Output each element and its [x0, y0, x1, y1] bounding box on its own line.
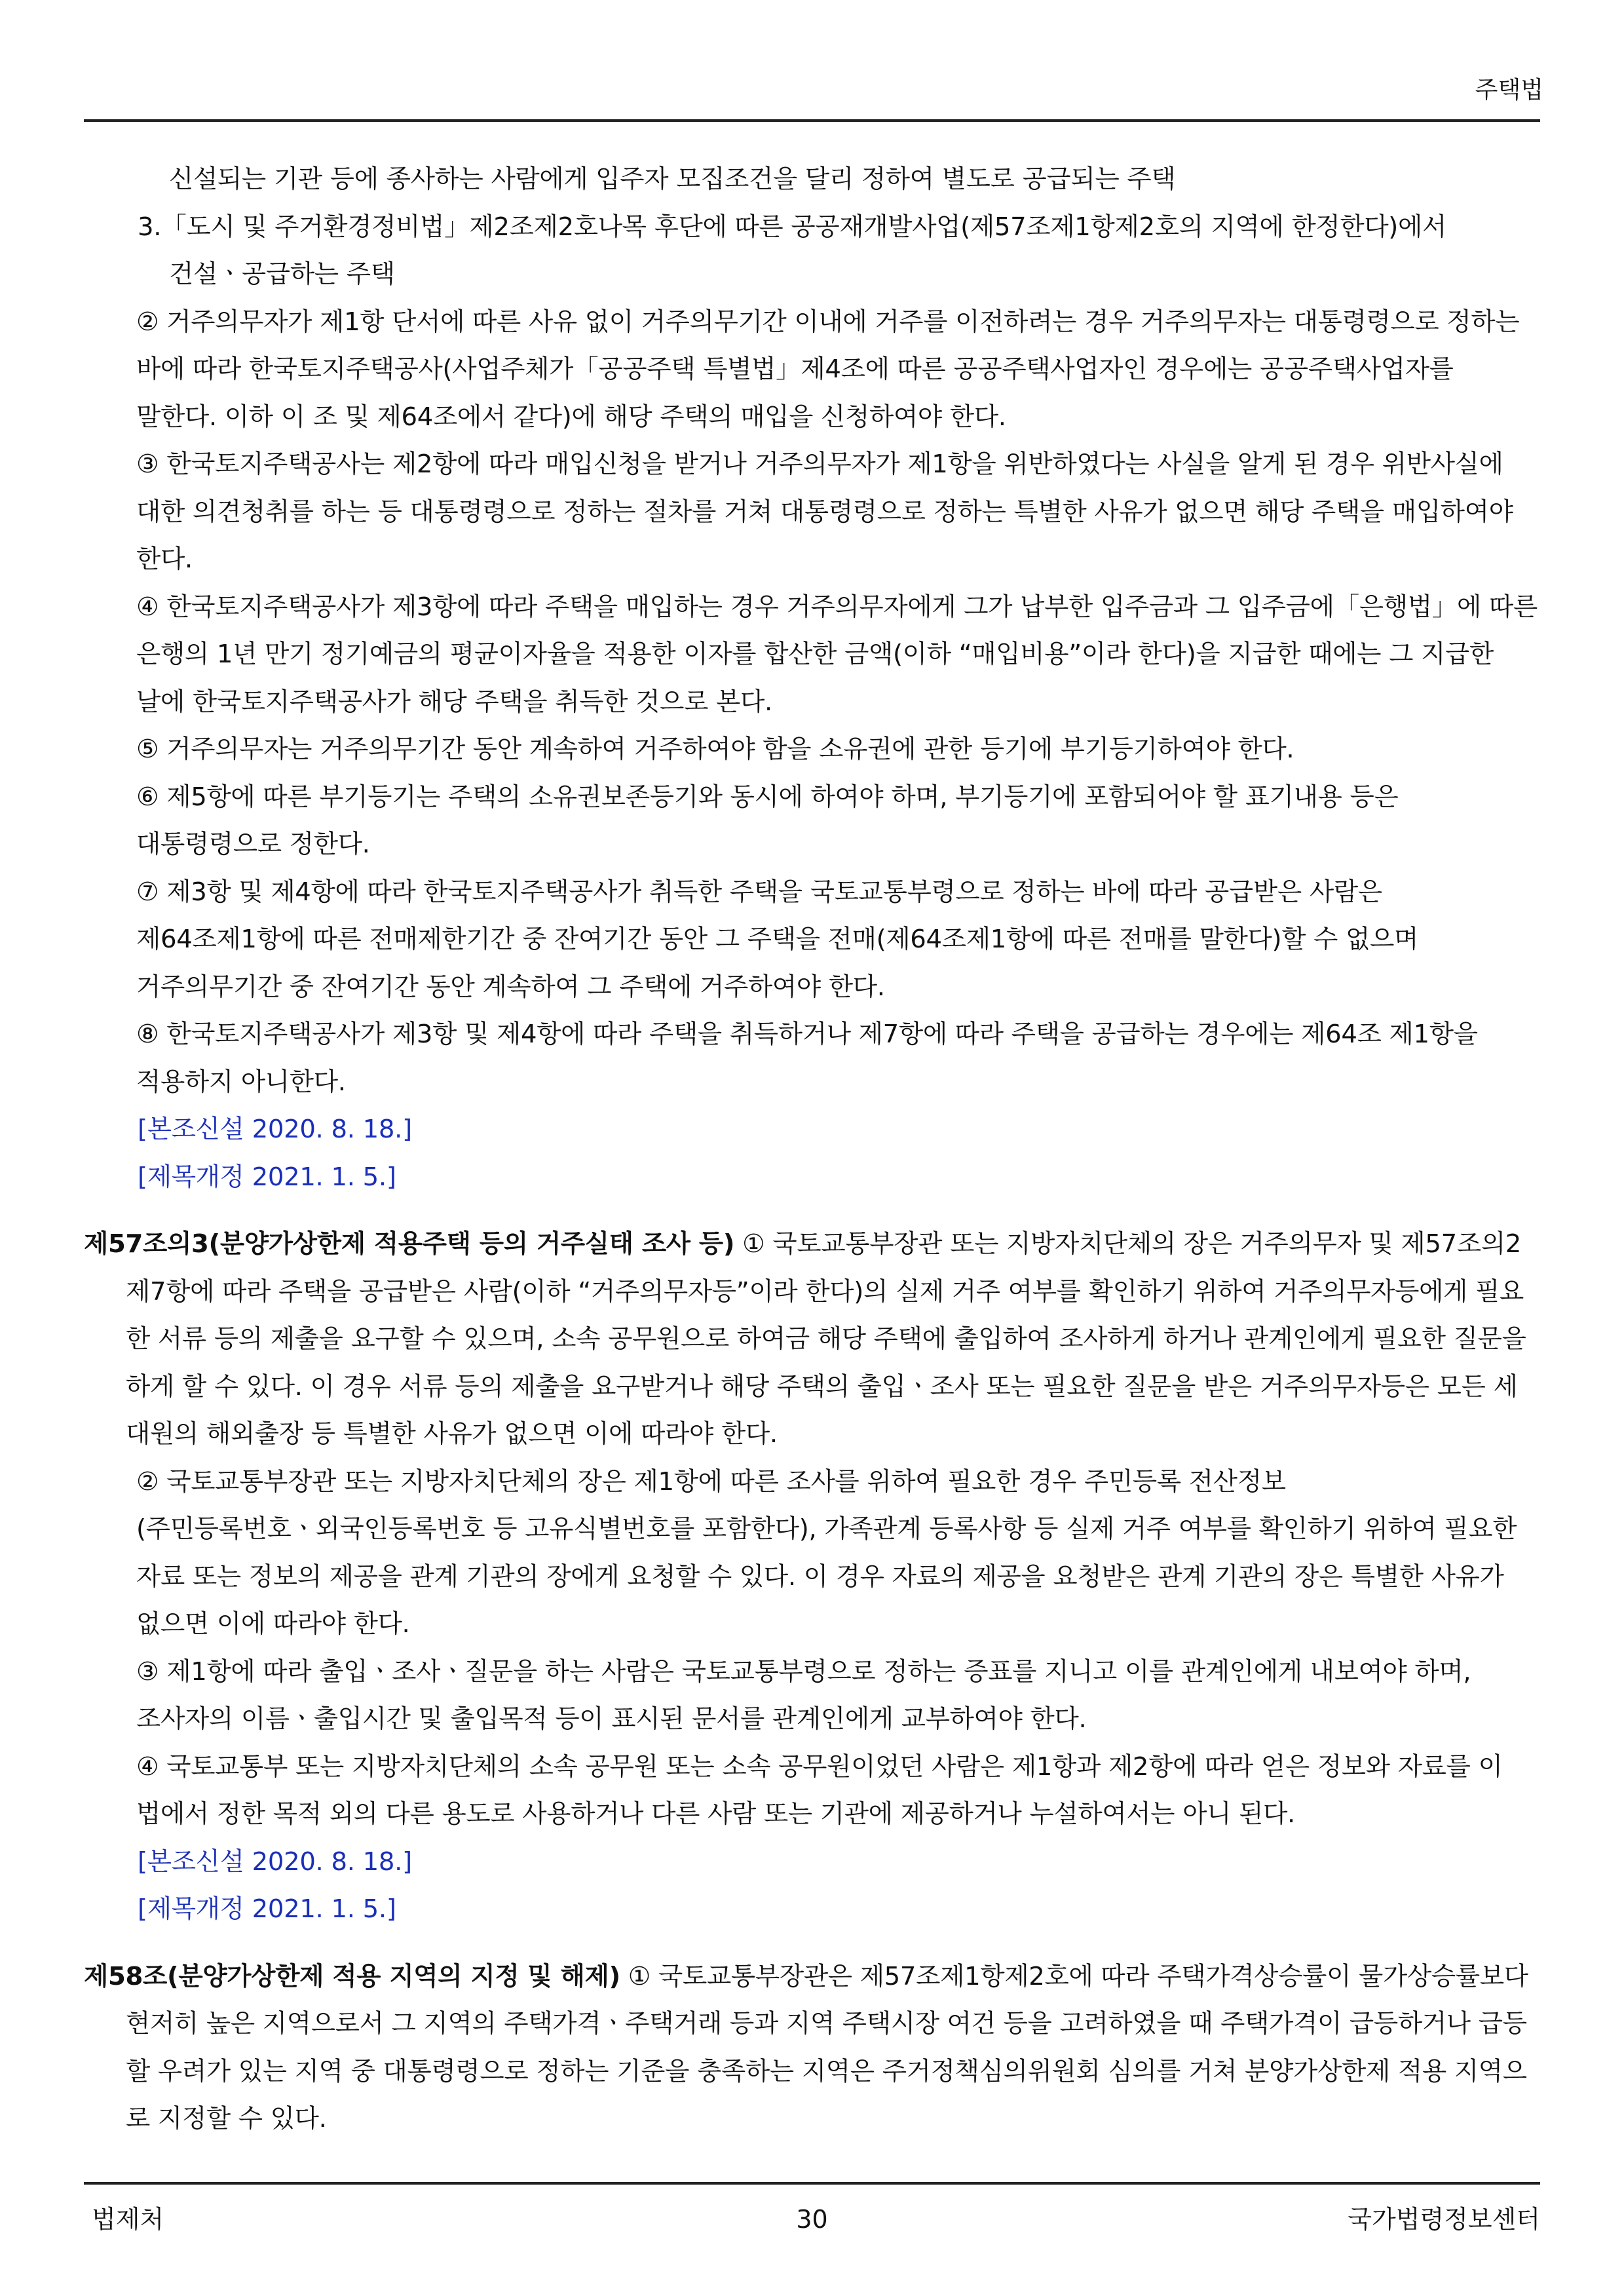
amendment-note[interactable]: [본조신설 2020. 8. 18.] — [138, 1115, 412, 1144]
paragraph-clause-7: ⑦ 제3항 및 제4항에 따라 한국토지주택공사가 취득한 주택을 국토교통부령으로 정하는 바에 따라 공급받은 사람은 제64조제1항에 따른 전매제한기간 중 잔여기간 동안 그 주택을 전매(제64조제1항에 따른 전매를 말한다)할 수 없으며 거주의무기간 중 잔여기간 동안 계속하여 그 주택에 거주하여야 한다. — [136, 877, 1419, 1002]
amendment-note[interactable]: [제목개정 2021. 1. 5.] — [138, 1894, 396, 1924]
page-number: 30 — [796, 2205, 828, 2234]
article-heading: 제57조의3(분양가상한제 적용주택 등의 거주실태 조사 등) — [84, 1229, 735, 1259]
amendment-note[interactable]: [본조신설 2020. 8. 18.] — [138, 1846, 412, 1877]
footer-publisher: 법제처 — [92, 2205, 164, 2234]
paragraph-clause-3: ③ 제1항에 따라 출입ㆍ조사ㆍ질문을 하는 사람은 국토교통부령으로 정하는 증표를 지니고 이를 관계인에게 내보여야 하며, 조사자의 이름ㆍ출입시간 및 출입목적 등이 표시된 문서를 관계인에게 교부하여야 한다. — [136, 1656, 1471, 1734]
paragraph-clause-8: ⑧ 한국토지주택공사가 제3항 및 제4항에 따라 주택을 취득하거나 제7항에 따라 주택을 공급하는 경우에는 제64조 제1항을 적용하지 아니한다. — [136, 1020, 1478, 1097]
paragraph-clause-2: ② 거주의무자가 제1항 단서에 따른 사유 없이 거주의무기간 이내에 거주를 이전하려는 경우 거주의무자는 대통령령으로 정하는 바에 따라 한국토지주택공사(사업주체가「공공주택 특별법」제4조에 따른 공공주택사업자인 경우에는 공공주택사업자를 말한다. 이하 이 조 및 제64조에서 같다)에 해당 주택의 매입을 신청하여야 한다. — [136, 307, 1520, 432]
article-text: ① 국토교통부장관 또는 지방자치단체의 장은 거주의무자 및 제57조의2제7항에 따라 주택을 공급받은 사람(이하 “거주의무자등”이라 한다)의 실제 거주 여부를 확인하기 위하여 거주의무자등에게 필요한 서류 등의 제출을 요구할 수 있으며, 소속 공무원으로 하여금 해당 주택에 출입하여 조사하게 하거나 관계인에게 필요한 질문을 하게 할 수 있다. 이 경우 서류 등의 제출을 요구받거나 해당 주택의 출입ㆍ조사 또는 필요한 질문을 받은 거주의무자등은 모든 세대원의 해외출장 등 특별한 사유가 없으면 이에 따라야 한다. — [126, 1229, 1526, 1449]
document-body — [84, 156, 1540, 2143]
header-title: 주택법 — [1475, 77, 1543, 104]
amendment-note[interactable]: [제목개정 2021. 1. 5.] — [138, 1162, 396, 1192]
article-58 — [84, 1953, 1540, 2143]
paragraph-item2-continuation: 신설되는 기관 등에 종사하는 사람에게 입주자 모집조건을 달리 정하여 별도로 공급되는 주택 — [169, 164, 1176, 194]
paragraph-clause-2: ② 국토교통부장관 또는 지방자치단체의 장은 제1항에 따른 조사를 위하여 필요한 경우 주민등록 전산정보(주민등록번호ㆍ외국인등록번호 등 고유식별번호를 포함한다), 가족관계 등록사항 등 실제 거주 여부를 확인하기 위하여 필요한 자료 또는 정보의 제공을 관계 기관의 장에게 요청할 수 있다. 이 경우 자료의 제공을 요청받은 관계 기관의 장은 특별한 사유가 없으면 이에 따라야 한다. — [136, 1466, 1517, 1639]
paragraph-clause-3: ③ 한국토지주택공사는 제2항에 따라 매입신청을 받거나 거주의무자가 제1항을 위반하였다는 사실을 알게 된 경우 위반사실에 대한 의견청취를 하는 등 대통령령으로 정하는 절차를 거쳐 대통령령으로 정하는 특별한 사유가 없으면 해당 주택을 매입하여야 한다. — [136, 450, 1513, 574]
paragraph-clause-4: ④ 국토교통부 또는 지방자치단체의 소속 공무원 또는 소속 공무원이었던 사람은 제1항과 제2항에 따라 얻은 정보와 자료를 이 법에서 정한 목적 외의 다른 용도로 사용하거나 다른 사람 또는 기관에 제공하거나 누설하여서는 아니 된다. — [136, 1751, 1503, 1829]
footer-rule — [84, 2182, 1540, 2185]
header-rule — [84, 119, 1540, 122]
paragraph-clause-5: ⑤ 거주의무자는 거주의무기간 동안 계속하여 거주하여야 함을 소유권에 관한 등기에 부기등기하여야 한다. — [136, 735, 1294, 764]
footer-source: 국가법령정보센터 — [1348, 2205, 1540, 2234]
paragraph-item3: 3.「도시 및 주거환경정비법」제2조제2호나목 후단에 따른 공공재개발사업(제57조제1항제2호의 지역에 한정한다)에서 건설ㆍ공급하는 주택 — [138, 212, 1446, 289]
paragraph-clause-6: ⑥ 제5항에 따른 부기등기는 주택의 소유권보존등기와 동시에 하여야 하며, 부기등기에 포함되어야 할 표기내용 등은 대통령령으로 정한다. — [136, 782, 1399, 859]
paragraph-clause-4: ④ 한국토지주택공사가 제3항에 따라 주택을 매입하는 경우 거주의무자에게 그가 납부한 입주금과 그 입주금에「은행법」에 따른 은행의 1년 만기 정기예금의 평균이자율을 적용한 이자를 합산한 금액(이하 “매입비용”이라 한다)을 지급한 때에는 그 지급한 날에 한국토지주택공사가 해당 주택을 취득한 것으로 본다. — [136, 592, 1538, 717]
article-text: ① 국토교통부장관은 제57조제1항제2호에 따라 주택가격상승률이 물가상승률보다 현저히 높은 지역으로서 그 지역의 주택가격ㆍ주택거래 등과 지역 주택시장 여건 등을 고려하였을 때 주택가격이 급등하거나 급등할 우려가 있는 지역 중 대통령령으로 정하는 기준을 충족하는 지역은 주거정책심의위원회 심의를 거쳐 분양가상한제 적용 지역으로 지정할 수 있다. — [126, 1961, 1528, 2133]
article-heading: 제58조(분양가상한제 적용 지역의 지정 및 해제) — [84, 1961, 620, 1991]
article-57-3 — [84, 1221, 1540, 1459]
